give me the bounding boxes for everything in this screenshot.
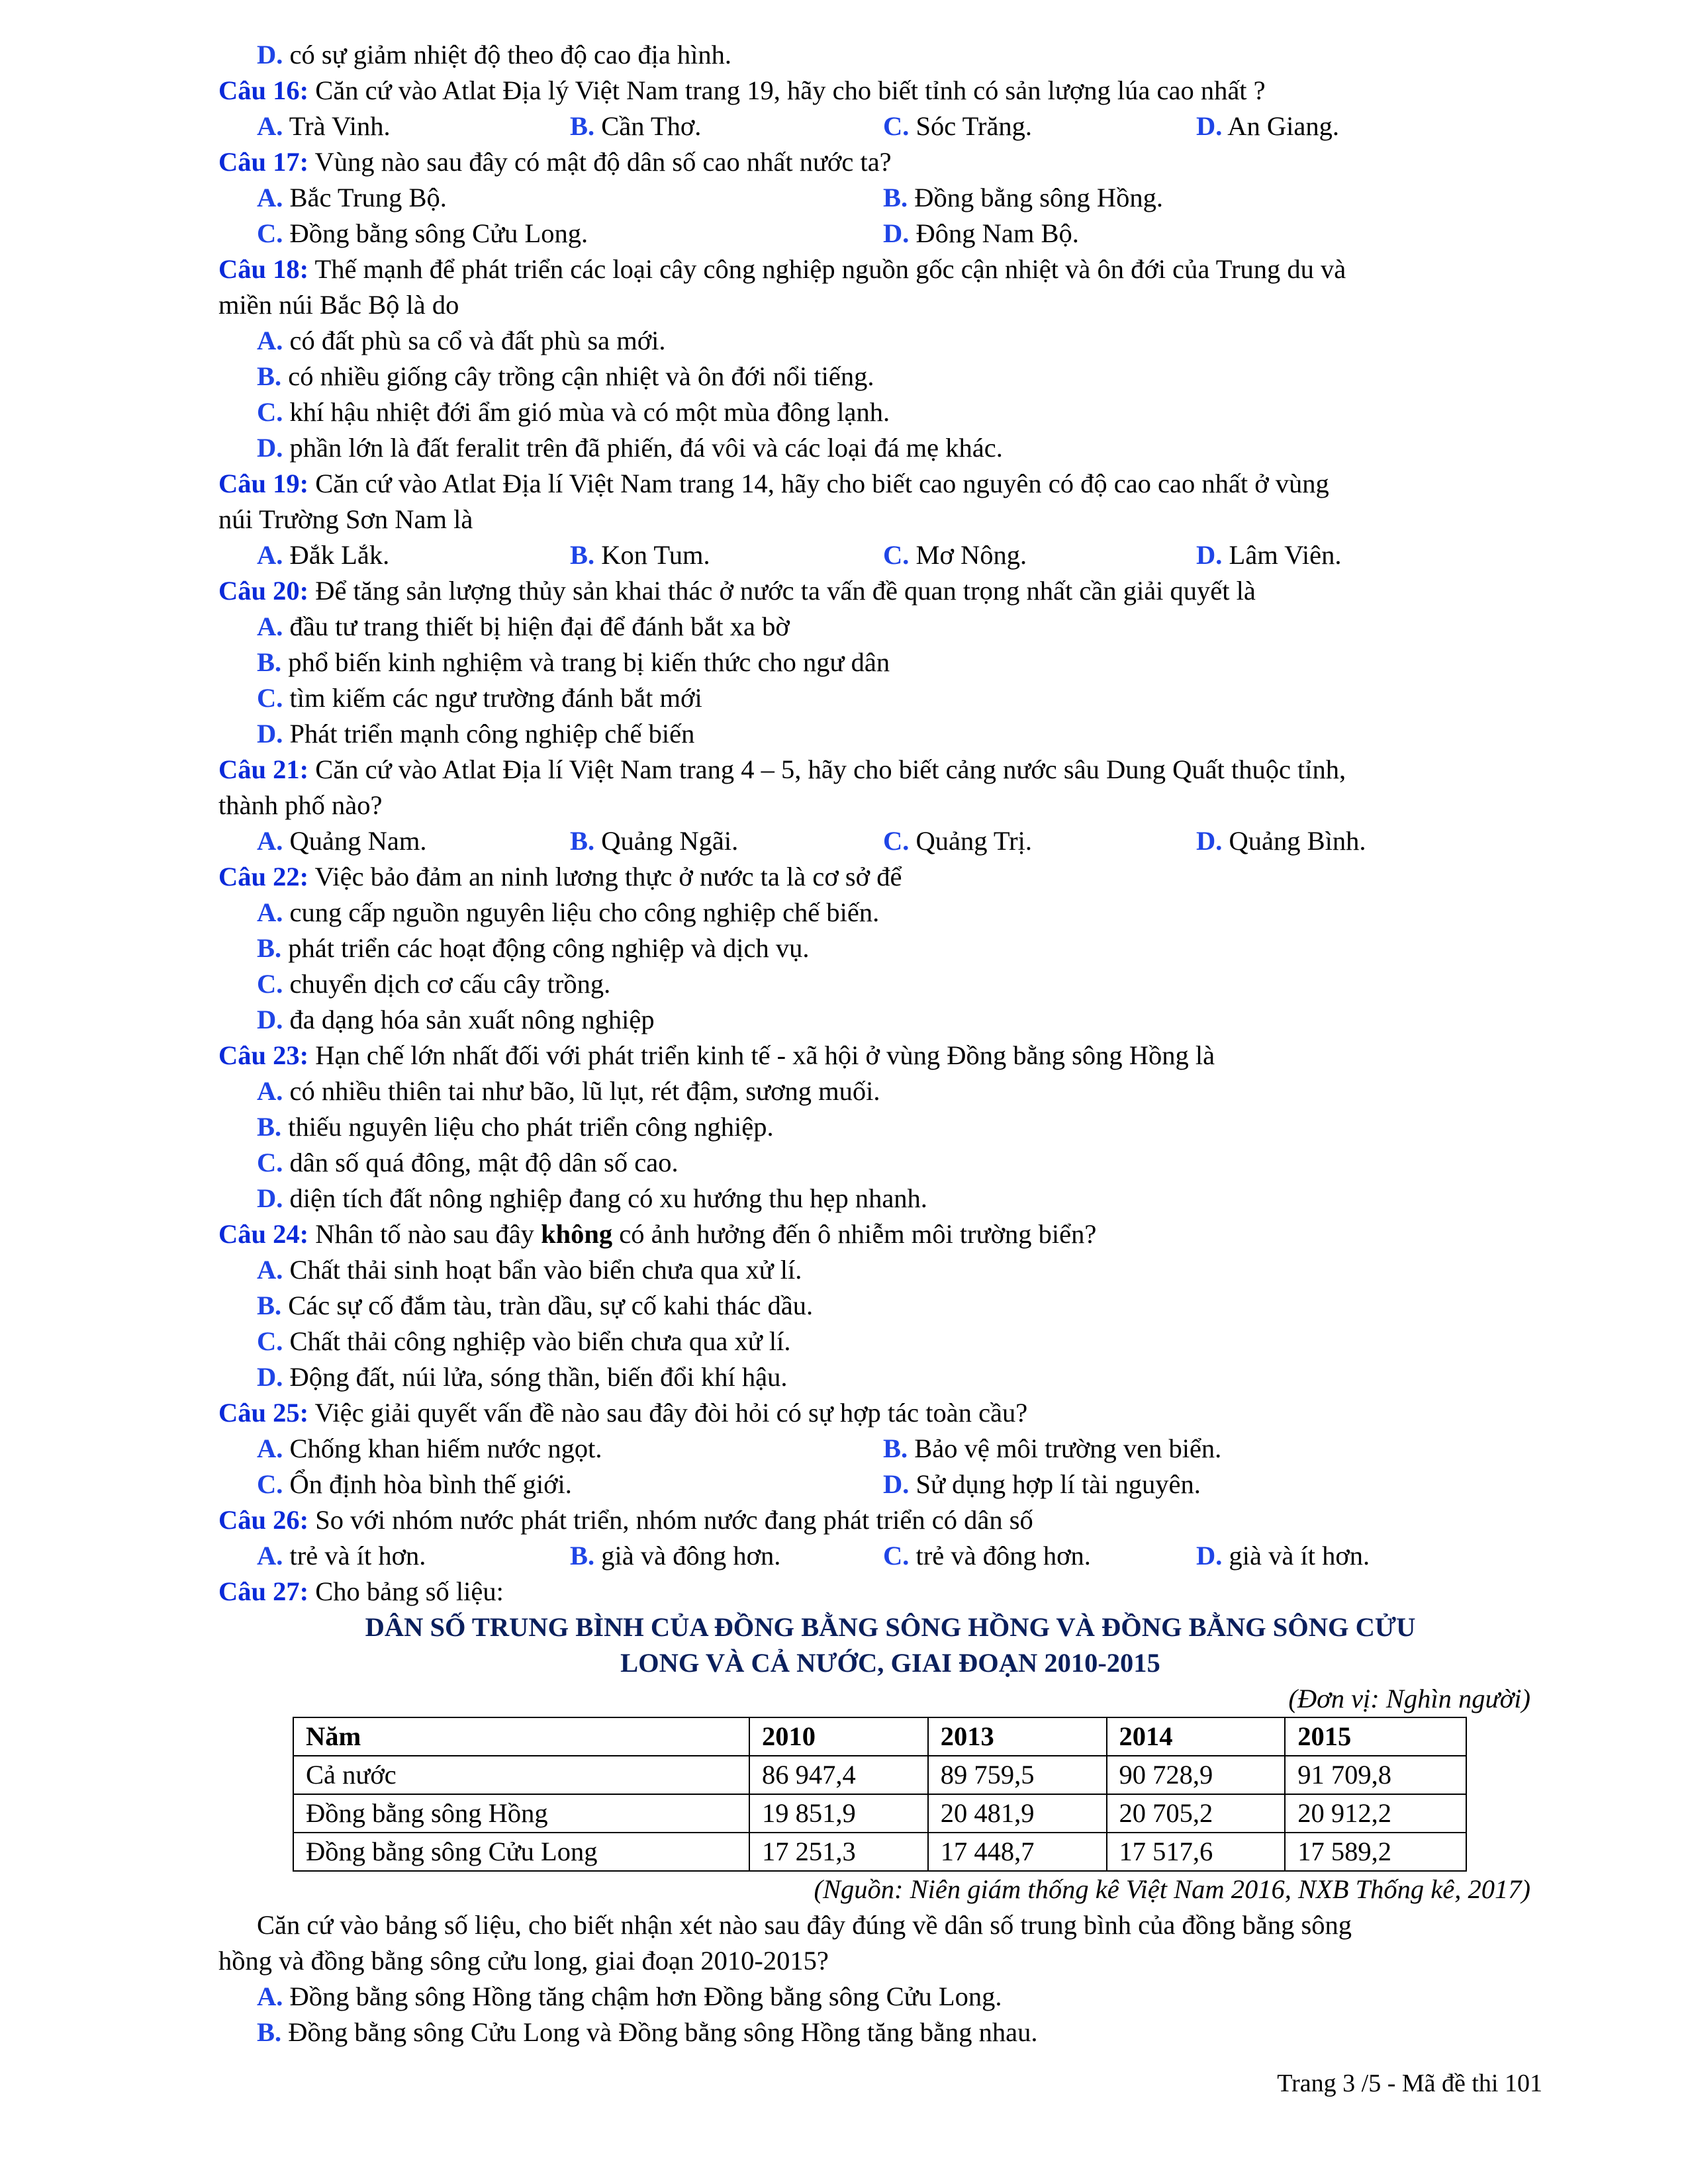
q21-options	[218, 823, 1536, 859]
table-cell: 20 705,2	[1107, 1794, 1286, 1833]
q16-options	[218, 109, 1536, 144]
q23-option-d: D. diện tích đất nông nghiệp đang có xu hướng thu hẹp nhanh.	[257, 1183, 927, 1213]
q25-stem: Câu 25: Việc giải quyết vấn đề nào sau đây đòi hỏi có sự hợp tác toàn cầu?	[218, 1398, 1028, 1428]
q20-option-c: C. tìm kiếm các ngư trường đánh bắt mới	[257, 683, 702, 713]
q21-stem: Câu 21: Căn cứ vào Atlat Địa lí Việt Nam trang 4 – 5, hãy cho biết cảng nước sâu Dung Quất thuộc tỉnh,	[218, 754, 1346, 784]
table-title-line2: LONG VÀ CẢ NƯỚC, GIAI ĐOẠN 2010-2015	[620, 1648, 1160, 1678]
q19-stem: Câu 19: Căn cứ vào Atlat Địa lí Việt Nam trang 14, hãy cho biết cao nguyên có độ cao cao nhất ở vùng	[218, 469, 1329, 498]
q25-options-row2	[218, 1467, 1536, 1502]
table-cell: Đồng bằng sông Cửu Long	[293, 1833, 749, 1871]
q17-stem: Câu 17: Vùng nào sau đây có mật độ dân số cao nhất nước ta?	[218, 147, 892, 177]
q26-options	[218, 1538, 1536, 1574]
q25-option-c: C. Ổn định hòa bình thế giới.	[257, 1469, 572, 1499]
q21-option-c: C. Quảng Trị.	[883, 826, 1033, 856]
q25-option-a: A. Chống khan hiếm nước ngọt.	[257, 1433, 602, 1463]
q16-option-b: B. Cần Thơ.	[570, 111, 702, 141]
table-header-cell: 2013	[928, 1717, 1107, 1756]
table-row	[293, 1794, 1466, 1833]
page-footer: Trang 3 /5 - Mã đề thi 101	[1277, 2070, 1542, 2097]
q20-stem: Câu 20: Để tăng sản lượng thủy sản khai thác ở nước ta vấn đề quan trọng nhất cần giải quyết là	[218, 576, 1256, 606]
q23-stem: Câu 23: Hạn chế lớn nhất đối với phát triển kinh tế - xã hội ở vùng Đồng bằng sông Hồng là	[218, 1040, 1215, 1070]
q18-option-d: D. phần lớn là đất feralit trên đã phiến, đá vôi và các loại đá mẹ khác.	[257, 433, 1003, 463]
q22-option-d: D. đa dạng hóa sản xuất nông nghiệp	[257, 1005, 655, 1034]
table-cell: 90 728,9	[1107, 1756, 1286, 1794]
q17-option-c: C. Đồng bằng sông Cửu Long.	[257, 218, 588, 248]
q25-options-row1	[218, 1431, 1536, 1467]
q20-option-d: D. Phát triển mạnh công nghiệp chế biến	[257, 719, 695, 749]
table-header-cell: 2014	[1107, 1717, 1286, 1756]
q22-option-b: B. phát triển các hoạt động công nghiệp và dịch vụ.	[257, 933, 810, 963]
q27-prompt-cont: hồng và đồng bằng sông cửu long, giai đoạn 2010-2015?	[218, 1946, 829, 1976]
q19-option-a: A. Đắk Lắk.	[257, 540, 390, 570]
table-header-cell: 2010	[749, 1717, 928, 1756]
q24-option-c: C. Chất thải công nghiệp vào biển chưa qua xử lí.	[257, 1326, 791, 1356]
table-cell: 19 851,9	[749, 1794, 928, 1833]
table-row	[293, 1833, 1466, 1871]
q16-option-d: D. An Giang.	[1196, 111, 1339, 141]
table-title-line1: DÂN SỐ TRUNG BÌNH CỦA ĐỒNG BẰNG SÔNG HỒNG VÀ ĐỒNG BẰNG SÔNG CỬU	[365, 1612, 1416, 1642]
table-cell: 17 517,6	[1107, 1833, 1286, 1871]
table-cell: 17 448,7	[928, 1833, 1107, 1871]
q17-options-row2	[218, 216, 1536, 251]
q26-option-c: C. trẻ và đông hơn.	[883, 1541, 1091, 1570]
q19-option-d: D. Lâm Viên.	[1196, 540, 1342, 570]
q19-option-c: C. Mơ Nông.	[883, 540, 1027, 570]
q23-option-c: C. dân số quá đông, mật độ dân số cao.	[257, 1148, 679, 1177]
q19-options	[218, 537, 1536, 573]
table-row	[293, 1756, 1466, 1794]
q15-option-d: D. có sự giảm nhiệt độ theo độ cao địa hình.	[257, 40, 732, 69]
q20-option-a: A. đầu tư trang thiết bị hiện đại để đánh bắt xa bờ	[257, 612, 790, 641]
q19-stem-cont: núi Trường Sơn Nam là	[218, 504, 473, 534]
q23-option-b: B. thiếu nguyên liệu cho phát triển công nghiệp.	[257, 1112, 774, 1142]
q24-stem: Câu 24: Nhân tố nào sau đây không có ảnh hưởng đến ô nhiễm môi trường biển?	[218, 1219, 1097, 1249]
table-cell: Đồng bằng sông Hồng	[293, 1794, 749, 1833]
q18-stem-cont: miền núi Bắc Bộ là do	[218, 290, 459, 320]
q17-option-a: A. Bắc Trung Bộ.	[257, 183, 447, 212]
q17-option-b: B. Đồng bằng sông Hồng.	[883, 183, 1163, 212]
q26-stem: Câu 26: So với nhóm nước phát triển, nhóm nước đang phát triển có dân số	[218, 1505, 1033, 1535]
q21-option-b: B. Quảng Ngãi.	[570, 826, 739, 856]
q27-option-b: B. Đồng bằng sông Cửu Long và Đồng bằng sông Hồng tăng bằng nhau.	[257, 2017, 1038, 2047]
q23-option-a: A. có nhiều thiên tai như bão, lũ lụt, rét đậm, sương muối.	[257, 1076, 880, 1106]
q21-stem-cont: thành phố nào?	[218, 790, 383, 820]
q21-option-a: A. Quảng Nam.	[257, 826, 427, 856]
exam-page	[218, 37, 1536, 2050]
q18-option-b: B. có nhiều giống cây trồng cận nhiệt và ôn đới nổi tiếng.	[257, 361, 874, 391]
q16-option-a: A. Trà Vinh.	[257, 111, 391, 141]
table-cell: 20 912,2	[1285, 1794, 1466, 1833]
q26-option-b: B. già và đông hơn.	[570, 1541, 781, 1570]
q26-option-a: A. trẻ và ít hơn.	[257, 1541, 426, 1570]
q25-option-b: B. Bảo vệ môi trường ven biển.	[883, 1433, 1222, 1463]
q16-option-c: C. Sóc Trăng.	[883, 111, 1033, 141]
table-cell: Cả nước	[293, 1756, 749, 1794]
table-cell: 20 481,9	[928, 1794, 1107, 1833]
q17-option-d: D. Đông Nam Bộ.	[883, 218, 1079, 248]
table-cell: 17 589,2	[1285, 1833, 1466, 1871]
table-cell: 86 947,4	[749, 1756, 928, 1794]
table-header-cell: 2015	[1285, 1717, 1466, 1756]
q22-option-a: A. cung cấp nguồn nguyên liệu cho công nghiệp chế biến.	[257, 897, 880, 927]
q17-options-row1	[218, 180, 1536, 216]
table-header-row	[293, 1717, 1466, 1756]
q22-stem: Câu 22: Việc bảo đảm an ninh lương thực ở nước ta là cơ sở để	[218, 862, 902, 891]
table-cell: 17 251,3	[749, 1833, 928, 1871]
q26-option-d: D. già và ít hơn.	[1196, 1541, 1370, 1570]
table-cell: 89 759,5	[928, 1756, 1107, 1794]
q18-option-c: C. khí hậu nhiệt đới ẩm gió mùa và có một mùa đông lạnh.	[257, 397, 890, 427]
q19-option-b: B. Kon Tum.	[570, 540, 710, 570]
q18-option-a: A. có đất phù sa cổ và đất phù sa mới.	[257, 326, 666, 355]
q24-option-d: D. Động đất, núi lửa, sóng thần, biến đổi khí hậu.	[257, 1362, 788, 1392]
q24-option-b: B. Các sự cố đắm tàu, tràn dầu, sự cố kahi thác dầu.	[257, 1291, 814, 1320]
table-cell: 91 709,8	[1285, 1756, 1466, 1794]
q25-option-d: D. Sử dụng hợp lí tài nguyên.	[883, 1469, 1201, 1499]
q27-option-a: A. Đồng bằng sông Hồng tăng chậm hơn Đồng bằng sông Cửu Long.	[257, 1981, 1002, 2011]
q24-option-a: A. Chất thải sinh hoạt bẩn vào biển chưa qua xử lí.	[257, 1255, 802, 1285]
q16-stem: Câu 16: Căn cứ vào Atlat Địa lý Việt Nam trang 19, hãy cho biết tỉnh có sản lượng lúa cao nhất ?	[218, 75, 1266, 105]
q27-stem: Câu 27: Cho bảng số liệu:	[218, 1576, 504, 1606]
q20-option-b: B. phổ biến kinh nghiệm và trang bị kiến thức cho ngư dân	[257, 647, 890, 677]
table-header-cell: Năm	[293, 1717, 749, 1756]
data-table	[293, 1717, 1467, 1872]
q22-option-c: C. chuyển dịch cơ cấu cây trồng.	[257, 969, 611, 999]
q27-prompt: Căn cứ vào bảng số liệu, cho biết nhận xét nào sau đây đúng về dân số trung bình của đồng bằng sông	[257, 1910, 1352, 1940]
q21-option-d: D. Quảng Bình.	[1196, 826, 1366, 856]
q18-stem: Câu 18: Thế mạnh để phát triển các loại cây công nghiệp nguồn gốc cận nhiệt và ôn đới của Trung du và	[218, 254, 1346, 284]
table-source: (Nguồn: Niên giám thống kê Việt Nam 2016, NXB Thống kê, 2017)	[814, 1874, 1530, 1904]
table-unit: (Đơn vị: Nghìn người)	[1288, 1684, 1530, 1713]
